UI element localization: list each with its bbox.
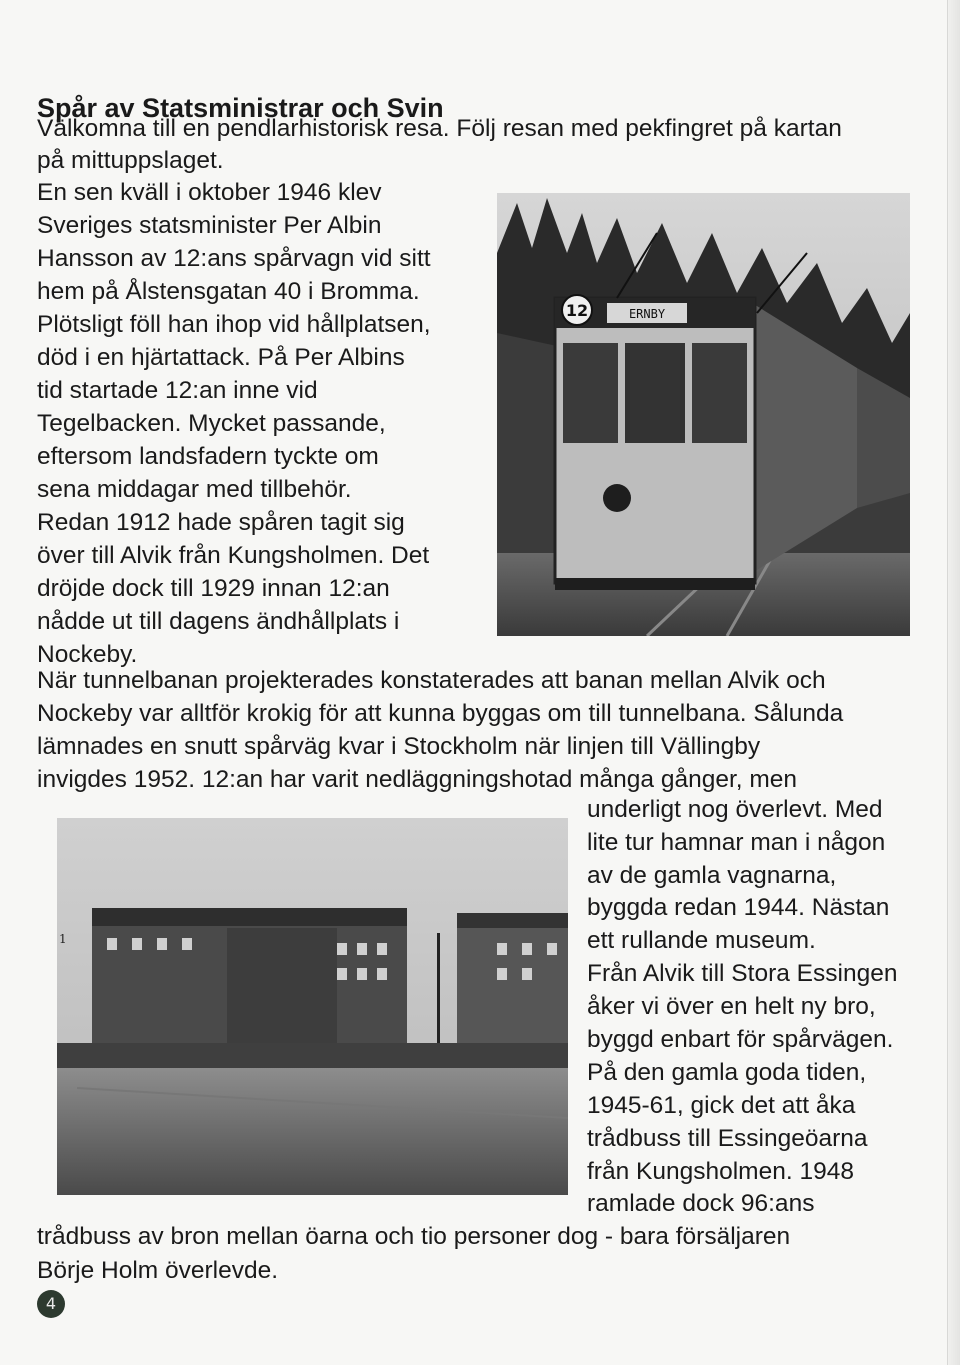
text-line: invigdes 1952. 12:an har varit nedläggningshotad många gånger, men (37, 766, 798, 793)
text-line: hem på Ålstensgatan 40 i Bromma. (37, 278, 420, 305)
tram-photo (497, 193, 910, 636)
text-line: Redan 1912 hade spåren tagit sig (37, 509, 405, 536)
text-line: dröjde dock till 1929 innan 12:an (37, 575, 390, 602)
text-line: trådbuss till Essingeöarna (587, 1125, 868, 1152)
text-line: Tegelbacken. Mycket passande, (37, 410, 386, 437)
page-edge (947, 0, 960, 1365)
text-line: Sveriges statsminister Per Albin (37, 212, 382, 239)
destination-sign: ERNBY (628, 307, 666, 321)
text-line: Plötsligt föll han ihop vid hållplatsen, (37, 311, 431, 338)
text-line: Nockeby. (37, 641, 138, 668)
text-line: På den gamla goda tiden, (587, 1059, 867, 1086)
text-line: byggd enbart för spårvägen. (587, 1026, 894, 1053)
text-line: Välkomna till en pendlarhistorisk resa. Följ resan med pekfingret på kartan (37, 115, 842, 142)
text-line: på mittuppslaget. (37, 147, 224, 174)
text-line: död i en hjärtattack. På Per Albins (37, 344, 405, 371)
text-line: tid startade 12:an inne vid (37, 377, 318, 404)
text-line: trådbuss av bron mellan öarna och tio personer dog - bara försäljaren (37, 1223, 791, 1250)
text-line: lämnades en snutt spårväg kvar i Stockholm när linjen till Vällingby (37, 733, 761, 760)
text-line: åker vi över en helt ny bro, (587, 993, 876, 1020)
text-line: av de gamla vagnarna, (587, 862, 837, 889)
text-line: En sen kväll i oktober 1946 klev (37, 179, 382, 206)
text-line: sena middagar med tillbehör. (37, 476, 352, 503)
text-line: Från Alvik till Stora Essingen (587, 960, 898, 987)
text-line: över till Alvik från Kungsholmen. Det (37, 542, 430, 569)
text-line: Börje Holm överlevde. (37, 1257, 279, 1284)
text-line: från Kungsholmen. 1948 (587, 1158, 854, 1185)
text-line: lite tur hamnar man i någon (587, 829, 886, 856)
margin-mark: 1 (59, 932, 67, 946)
route-number: 12 (565, 301, 589, 320)
text-line: ramlade dock 96:ans (587, 1190, 815, 1217)
page-number-badge: 4 (37, 1290, 65, 1318)
text-line: ett rullande museum. (587, 927, 816, 954)
article-title: Spår av Statsministrar och Svin (37, 93, 444, 124)
street-photo (57, 818, 568, 1195)
text-line: nådde ut till dagens ändhållplats i (37, 608, 400, 635)
text-line: Nockeby var alltför krokig för att kunna byggas om till tunnelbana. Sålunda (37, 700, 844, 727)
text-line: byggda redan 1944. Nästan (587, 894, 890, 921)
text-line: När tunnelbanan projekterades konstaterades att banan mellan Alvik och (37, 667, 826, 694)
text-line: underligt nog överlevt. Med (587, 796, 883, 823)
text-line: Hansson av 12:ans spårvagn vid sitt (37, 245, 431, 272)
text-line: eftersom landsfadern tyckte om (37, 443, 379, 470)
text-line: 1945-61, gick det att åka (587, 1092, 856, 1119)
